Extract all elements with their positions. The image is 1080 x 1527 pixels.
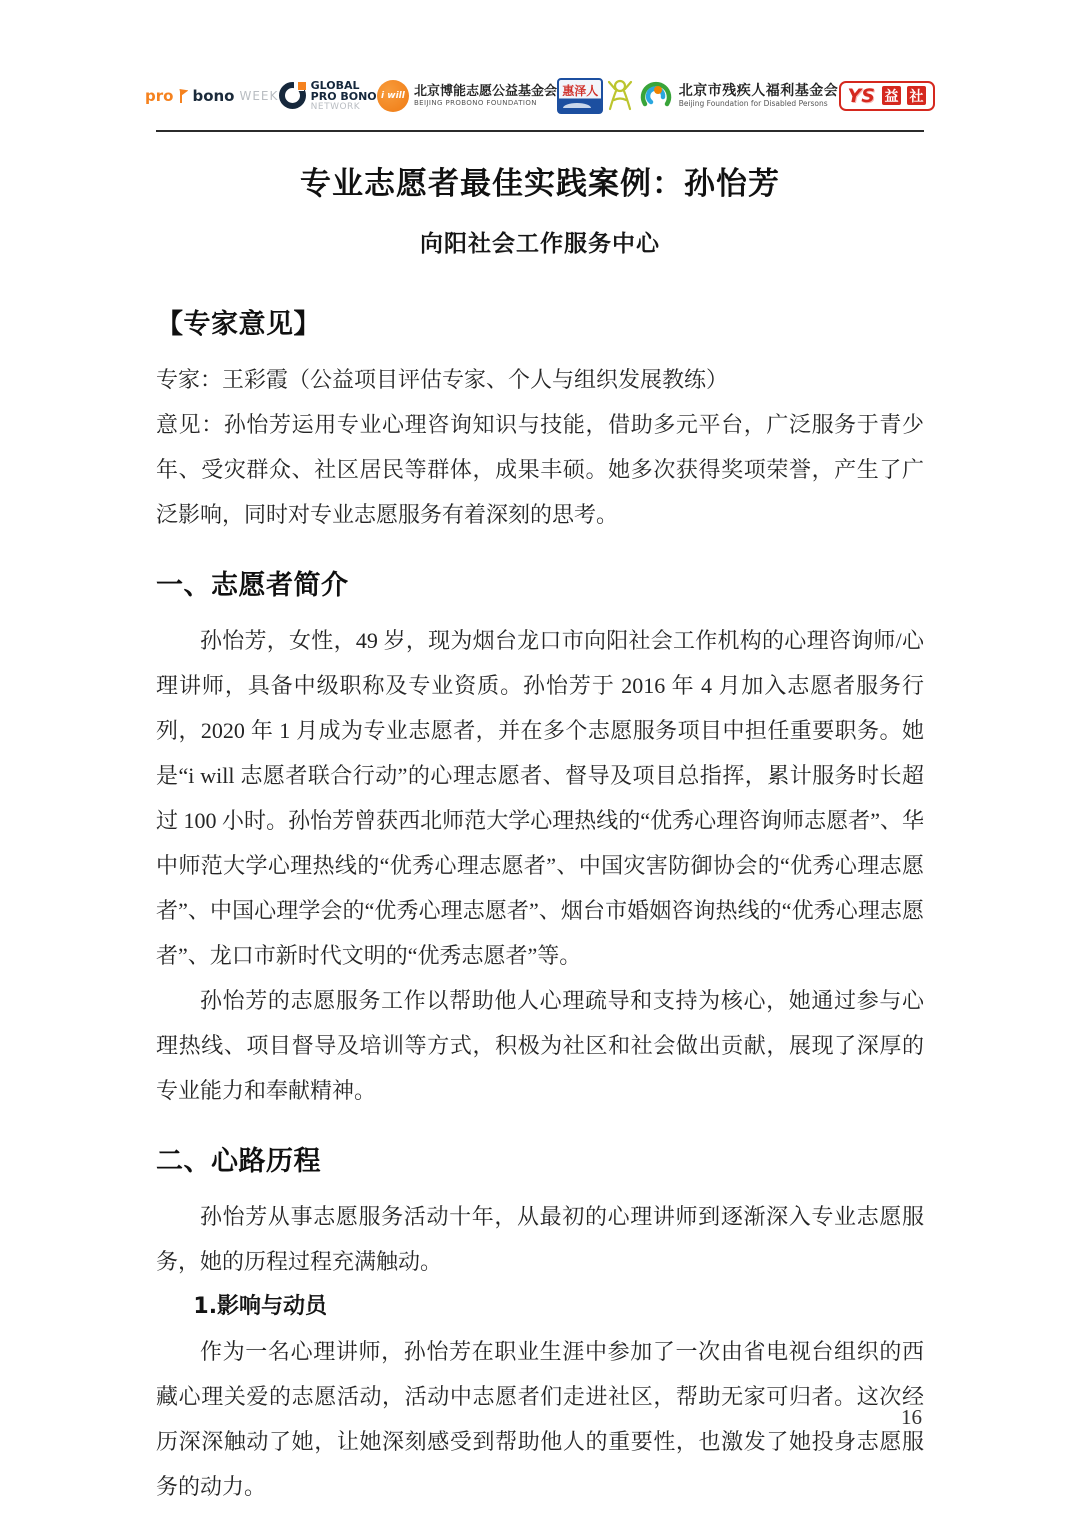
huizeren-icon (557, 78, 603, 114)
c-ring-icon (279, 82, 306, 109)
logo-beijing-foundation-disabled-persons (638, 78, 839, 114)
bfdp-cn-label: 北京市残疾人福利基金会 (678, 83, 839, 100)
logo-yishe (839, 81, 935, 111)
section1-heading: 一、志愿者简介 (156, 570, 349, 601)
logo-global-pro-bono-network (279, 80, 377, 112)
section2-heading: 二、心路历程 (156, 1146, 321, 1177)
logo-pro-bono-week (145, 87, 278, 105)
logo-huizeren (557, 78, 603, 114)
huizeren-label: 惠泽人 (562, 84, 599, 98)
flag-icon (179, 89, 188, 103)
journey-subheading-1: 1.影响与动员 (193, 1294, 328, 1319)
ys-monogram-icon: YS (847, 85, 875, 107)
journey-paragraph-1: 孙怡芳从事志愿服务活动十年，从最初的心理讲师到逐渐深入专业志愿服务，她的历程过程充满触动。 (156, 1204, 924, 1274)
page-number: 16 (901, 1405, 922, 1429)
expert-opinion-paragraph: 意见：孙怡芳运用专业心理咨询知识与技能，借助多元平台，广泛服务于青少年、受灾群众、社区居民等群体，成果丰硕。她多次获得奖项荣誉，产生了广泛影响，同时对专业志愿服务有着深刻的思考。 (156, 412, 924, 527)
probono-week-week-label: WEEK (239, 89, 279, 103)
volunteer-profile-paragraph-1: 孙怡芳，女性，49 岁，现为烟台龙口市向阳社会工作机构的心理咨询师/心理讲师，具备中级职称及专业资质。孙怡芳于 2016 年 4 月加入志愿者服务行列，2020 年 1 月成为专业志愿者，并在多个志愿服务项目中担任重要职务。她是“i will 志愿者联合行动”的心理志愿者、督导及项目总指挥，累计服务时长超过 100 小时。孙怡芳曾获西北师范大学心理热线的“优秀心理咨询师志愿者”、华中师范大学心理热线的“优秀心理志愿者”、中国灾害防御协会的“优秀心理志愿者”、中国心理学会的“优秀心理志愿者”、烟台市婚姻咨询热线的“优秀心理志愿者”、龙口市新时代文明的“优秀志愿者”等。 (156, 628, 924, 968)
probono-week-bono-label: bono (192, 87, 235, 105)
expert-name-line: 专家：王彩霞（公益项目评估专家、个人与组织发展教练） (156, 367, 729, 392)
figure-icon (603, 78, 637, 114)
gpbn-wordmark (311, 80, 377, 112)
swirl-icon (638, 78, 674, 114)
page-title: 专业志愿者最佳实践案例：孙怡芳 (300, 166, 780, 202)
yishe-char-she: 社 (907, 86, 926, 105)
journey-paragraph-2: 作为一名心理讲师，孙怡芳在职业生涯中参加了一次由省电视台组织的西藏心理关爱的志愿活动，活动中志愿者们走进社区，帮助无家可归者。这次经历深深触动了她，让她深刻感受到帮助他人的重要性，也激发了她投身志愿服务的动力。 (156, 1339, 924, 1499)
iwill-badge-icon: i will (377, 80, 409, 112)
logo-beijing-probono-foundation (377, 80, 557, 112)
bpf-en-label: BEIJING PROBONO FOUNDATION (413, 99, 537, 108)
page-subtitle: 向阳社会工作服务中心 (420, 231, 660, 257)
bfdp-en-label: Beijing Foundation for Disabled Persons (678, 98, 828, 108)
probono-week-pro-label: pro (145, 87, 174, 105)
expert-opinion-heading: 【专家意见】 (156, 309, 321, 340)
gpbn-line1: GLOBAL (310, 79, 360, 93)
gpbn-line2: PRO BONO (310, 90, 377, 104)
gpbn-line3: NETWORK (310, 101, 361, 112)
volunteer-profile-paragraph-2: 孙怡芳的志愿服务工作以帮助他人心理疏导和支持为核心，她通过参与心理热线、项目督导及培训等方式，积极为社区和社会做出贡献，展现了深厚的专业能力和奉献精神。 (156, 988, 924, 1103)
bpf-cn-label: 北京博能志愿公益基金会 (413, 83, 557, 99)
yishe-char-yi: 益 (882, 86, 901, 105)
header-divider (156, 130, 924, 132)
logo-bar (145, 0, 935, 118)
